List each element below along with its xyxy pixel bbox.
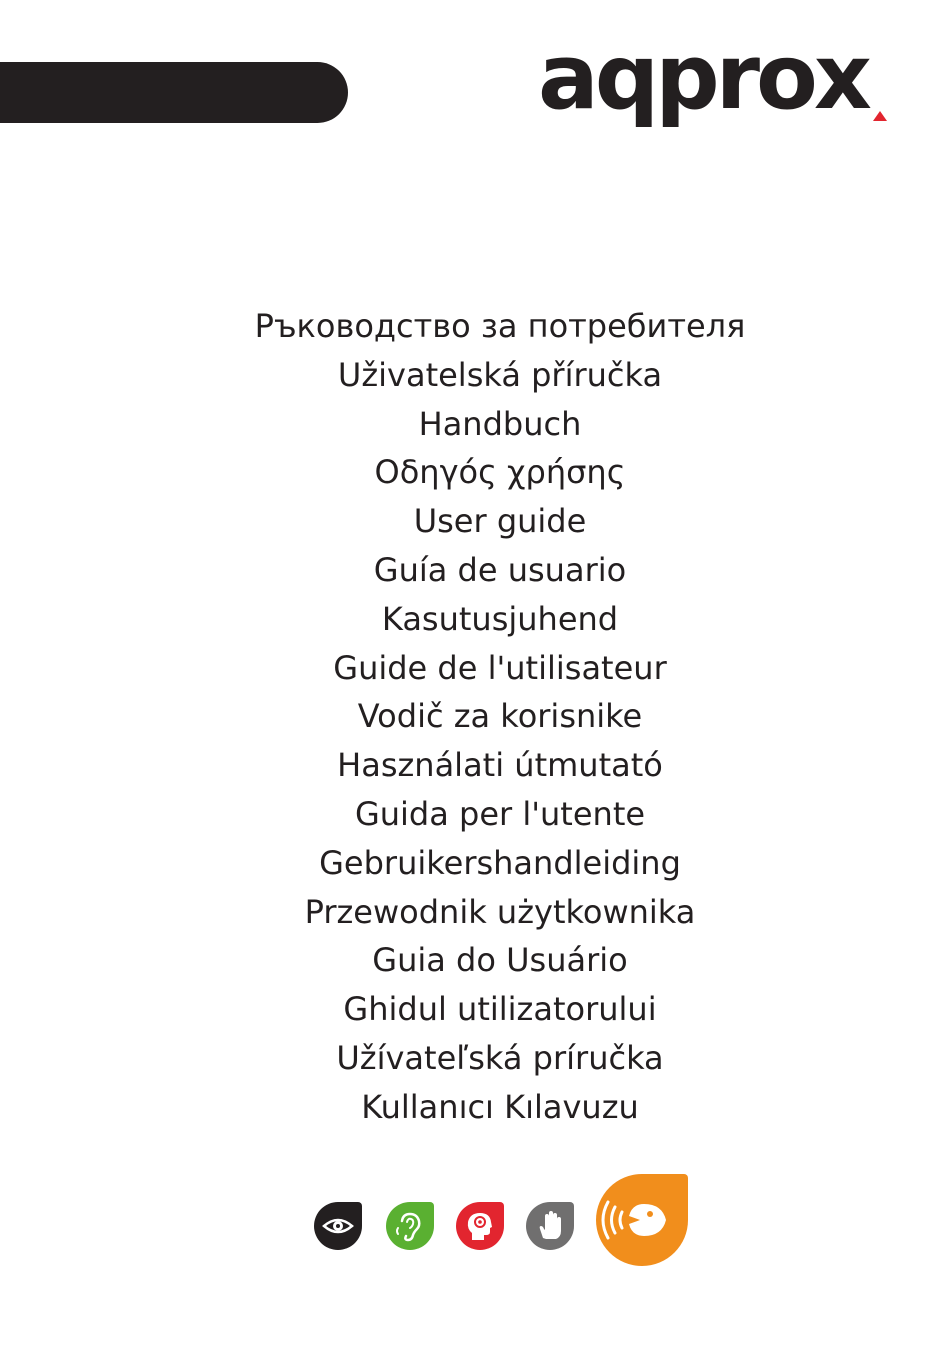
title-estonian: Kasutusjuhend [381, 599, 619, 638]
title-italian: Guida per l'utente [354, 794, 646, 833]
title-greek: Οδηγός χρήσης [374, 453, 626, 492]
title-polish: Przewodnik użytkownika [304, 892, 696, 931]
sense-icons-row [314, 1174, 694, 1270]
title-croatian: Vodič za korisnike [357, 697, 643, 736]
title-bulgarian: Ръководство за потребителя [254, 307, 746, 345]
title-czech: Uživatelská příručka [337, 355, 663, 394]
title-german: Handbuch [418, 404, 582, 443]
user-guide-titles [200, 302, 800, 1132]
title-dutch: Gebruikershandleiding [319, 843, 681, 882]
hand-icon [526, 1202, 574, 1250]
top-decorative-bar [0, 62, 348, 123]
logo-text: aqprox [538, 42, 871, 130]
logo-accent-triangle [873, 111, 887, 121]
title-spanish: Guía de usuario [373, 550, 627, 589]
title-english: User guide [413, 502, 587, 541]
title-portuguese: Guia do Usuário [372, 941, 628, 980]
title-romanian: Ghidul utilizatorului [343, 990, 657, 1029]
title-hungarian: Használati útmutató [337, 746, 663, 785]
title-turkish: Kullanıcı Kılavuzu [361, 1087, 639, 1126]
aqprox-logo [536, 42, 896, 154]
voice-icon [596, 1174, 688, 1266]
ear-icon [386, 1202, 434, 1250]
head-icon [456, 1202, 504, 1250]
eye-icon [314, 1202, 362, 1250]
title-french: Guide de l'utilisateur [333, 648, 667, 687]
title-slovak: Užívateľská príručka [336, 1038, 664, 1077]
